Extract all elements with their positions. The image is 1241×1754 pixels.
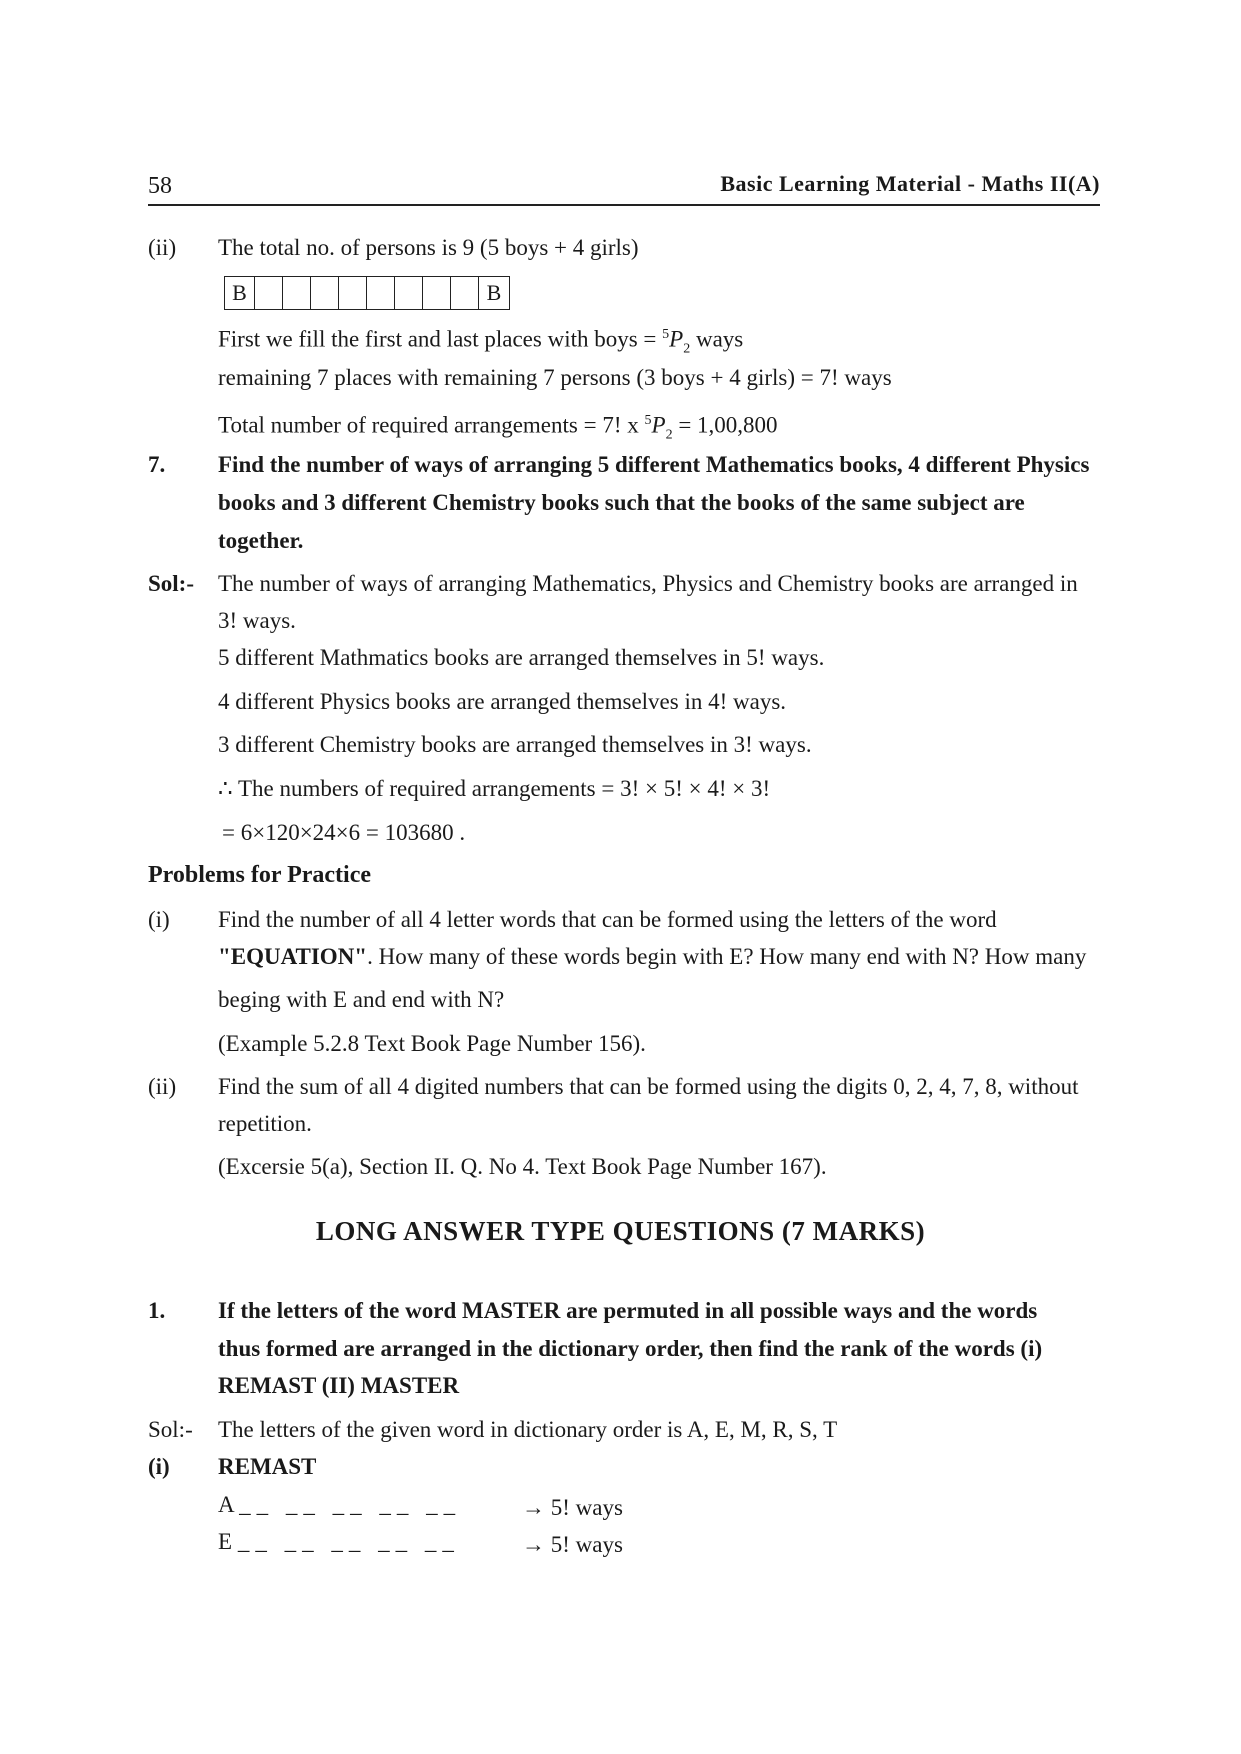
word-emphasis: "EQUATION" [218,944,368,969]
solution-label: Sol:- [148,1417,193,1442]
text-fragment: . How many of these words begin with E? How many end with N? How many [367,944,1087,969]
text-fragment: = 1,00,800 [678,412,778,438]
text-fragment: ways [695,326,744,352]
item-label: (i) [148,907,170,932]
question-number: 1. [148,1298,166,1323]
rank-row [218,1491,461,1519]
solution-text [218,775,770,803]
running-title: Basic Learning Material - Maths II(A) [720,171,1100,196]
permutation-symbol: P [669,326,684,352]
page-number: 58 [148,173,172,199]
row-result: → 5! ways [522,1532,623,1557]
question-text: books and 3 different Chemistry books such that the books of the same subject are [218,490,1025,515]
item-label: (ii) [148,235,177,260]
solution-text: = 6×120×24×6 = 103680 . [222,820,466,845]
text-fragment: Total number of required arrangements = 7! x [218,412,639,438]
subscript: 2 [665,427,673,443]
row-letter: E [218,1529,233,1554]
problem-text: beging with E and end with N? [218,987,505,1012]
problem-text: Find the number of all 4 letter words that can be formed using the letters of the word [218,907,997,932]
word-label: REMAST [218,1454,317,1479]
box-empty [255,277,283,309]
item-label: (ii) [148,1074,177,1099]
solution-text: The letters of the given word in dictionary order is A, E, M, R, S, T [218,1417,838,1442]
reference-text: (Excersie 5(a), Section II. Q. No 4. Text Book Page Number 167). [218,1154,827,1179]
question-text: Find the number of ways of arranging 5 different Mathematics books, 4 different Physics [218,452,1090,477]
rank-row [218,1528,460,1556]
problem-text [218,943,1086,971]
row-blanks: __ __ __ __ __ [239,1492,462,1517]
section-heading: Problems for Practice [148,862,372,888]
question-number: 7. [148,452,166,477]
permutation-symbol: P [651,412,666,438]
problem-text: Find the sum of all 4 digited numbers that can be formed using the digits 0, 2, 4, 7, 8, without [218,1074,1079,1099]
text-line [218,321,743,363]
item-label: (i) [148,1454,170,1479]
text-fragment: The numbers of required arrangements = 3! × 5! × 4! × 3! [237,776,771,801]
problem-text: repetition. [218,1111,312,1136]
box-empty [423,277,451,309]
box-empty [311,277,339,309]
solution-text: 4 different Physics books are arranged themselves in 4! ways. [218,689,787,714]
question-text: REMAST (II) MASTER [218,1373,460,1398]
box-empty [367,277,395,309]
box-empty [395,277,423,309]
question-text: If the letters of the word MASTER are permuted in all possible ways and the words [218,1298,1038,1323]
box-first: B [225,277,255,309]
superscript: 5 [644,413,652,428]
question-text: together. [218,528,304,553]
box-empty [283,277,311,309]
solution-text: 3! ways. [218,608,296,633]
solution-text: 5 different Mathmatics books are arranged themselves in 5! ways. [218,645,825,670]
reference-text: (Example 5.2.8 Text Book Page Number 156). [218,1031,646,1056]
subscript: 2 [683,341,691,357]
header-rule [148,204,1100,206]
therefore-symbol: ∴ [218,776,233,801]
text-line: The total no. of persons is 9 (5 boys + 4 girls) [218,235,639,260]
row-result: → 5! ways [522,1495,623,1520]
superscript: 5 [662,327,670,342]
solution-text: 3 different Chemistry books are arranged themselves in 3! ways. [218,732,812,757]
row-letter: A [218,1492,234,1517]
box-empty [451,277,479,309]
text-fragment: First we fill the first and last places with boys = [218,326,657,352]
text-line: remaining 7 places with remaining 7 persons (3 boys + 4 girls) = 7! ways [218,365,892,390]
solution-label: Sol:- [148,571,194,596]
seat-arrangement-boxes [224,276,510,310]
text-line [218,407,778,449]
box-last: B [486,280,502,305]
box-empty [339,277,367,309]
solution-text: The number of ways of arranging Mathematics, Physics and Chemistry books are arranged in [218,571,1078,596]
row-blanks: __ __ __ __ __ [237,1529,460,1554]
long-answer-heading: LONG ANSWER TYPE QUESTIONS (7 MARKS) [315,1216,926,1246]
question-text: thus formed are arranged in the dictionary order, then find the rank of the words (i) [218,1336,1043,1361]
